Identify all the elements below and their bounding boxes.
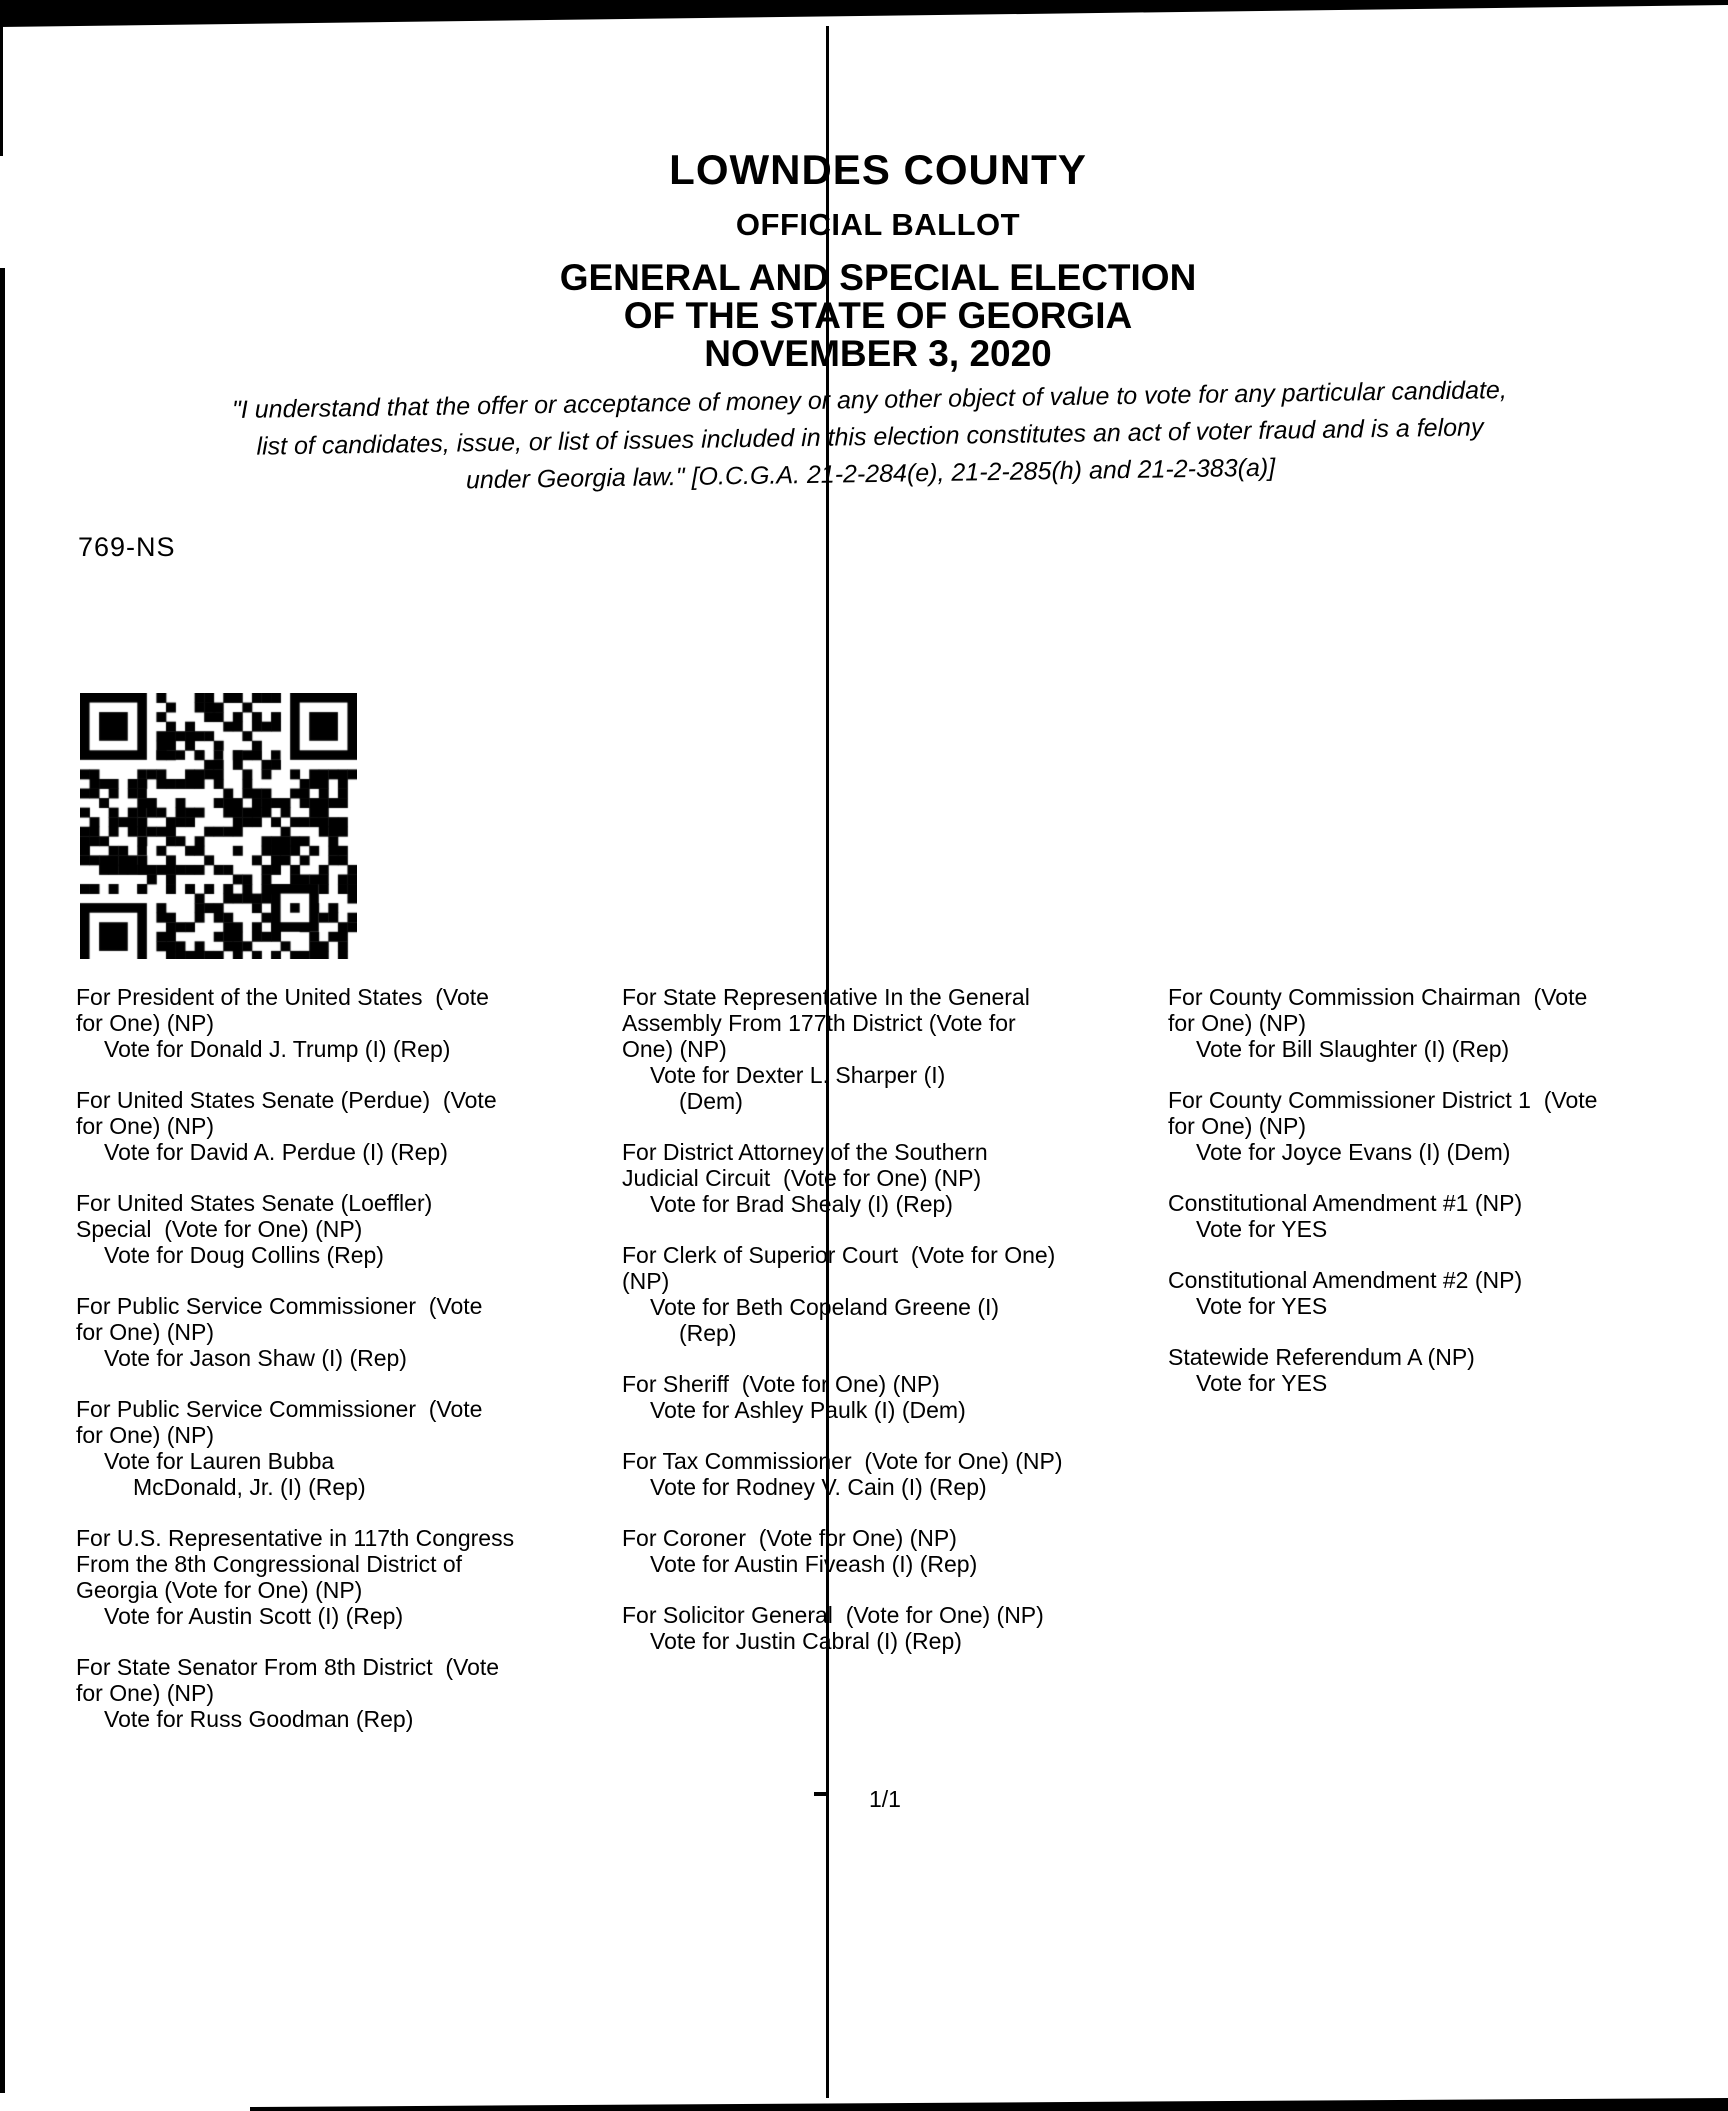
contest-column-right	[1168, 984, 1720, 1421]
contest-title-line: For U.S. Representative in 117th Congress	[76, 1525, 515, 1551]
contest	[1168, 984, 1720, 1062]
contest-title-line: for One) (NP)	[76, 1680, 215, 1706]
contest	[622, 1602, 1157, 1654]
contest	[76, 1293, 606, 1371]
contest	[622, 1139, 1157, 1217]
vote-for-line: Vote for Brad Shealy (I) (Rep)	[650, 1191, 953, 1217]
contest-title-line: for One) (NP)	[76, 1319, 215, 1345]
election-title-line2: OF THE STATE OF GEORGIA	[623, 295, 1133, 336]
ballot-style-code: 769-NS	[78, 532, 176, 562]
scan-left-edge-bar	[0, 268, 5, 2093]
election-date: NOVEMBER 3, 2020	[704, 333, 1052, 374]
vote-for-line: Vote for David A. Perdue (I) (Rep)	[104, 1139, 448, 1165]
contest-title-line: (NP)	[622, 1268, 670, 1294]
contest	[1168, 1344, 1720, 1396]
contest-title-line: For Public Service Commissioner (Vote	[76, 1396, 483, 1422]
vote-for-line: Vote for YES	[1196, 1370, 1328, 1396]
contest-title-line: One) (NP)	[622, 1036, 727, 1062]
contest-title-line: For Clerk of Superior Court (Vote for One)	[622, 1242, 1056, 1268]
contest	[76, 1654, 606, 1732]
vote-for-line: Vote for Jason Shaw (I) (Rep)	[104, 1345, 407, 1371]
contest-title-line: For Tax Commissioner (Vote for One) (NP)	[622, 1448, 1063, 1474]
vote-for-line: Vote for YES	[1196, 1293, 1328, 1319]
vote-for-line: Vote for Doug Collins (Rep)	[104, 1242, 384, 1268]
contest-title-line: For District Attorney of the Southern	[622, 1139, 988, 1165]
vote-for-line: McDonald, Jr. (I) (Rep)	[133, 1474, 366, 1500]
contest-title-line: For County Commissioner District 1 (Vote	[1168, 1087, 1598, 1113]
vote-for-line: Vote for Austin Fiveash (I) (Rep)	[650, 1551, 978, 1577]
vote-for-line: Vote for Justin Cabral (I) (Rep)	[650, 1628, 962, 1654]
qr-code	[80, 693, 357, 959]
vote-for-line: Vote for Donald J. Trump (I) (Rep)	[104, 1036, 451, 1062]
contest-title-line: Constitutional Amendment #1 (NP)	[1168, 1190, 1523, 1216]
contest-title-line: Georgia (Vote for One) (NP)	[76, 1577, 363, 1603]
contest-title-line: For State Representative In the General	[622, 984, 1030, 1010]
contest	[76, 1190, 606, 1268]
voter-fraud-disclaimer	[49, 369, 1691, 506]
vote-for-line: Vote for Russ Goodman (Rep)	[104, 1706, 414, 1732]
contest	[622, 1242, 1157, 1346]
contest-title-line: for One) (NP)	[1168, 1113, 1307, 1139]
contest-title-line: For Public Service Commissioner (Vote	[76, 1293, 483, 1319]
contest-title-line: for One) (NP)	[76, 1113, 215, 1139]
vote-for-line: (Dem)	[679, 1088, 743, 1114]
vote-for-line: Vote for YES	[1196, 1216, 1328, 1242]
contest	[622, 1371, 1157, 1423]
contest-column-left	[76, 984, 606, 1757]
official-ballot-title: OFFICIAL BALLOT	[735, 207, 1021, 242]
contest-title-line: for One) (NP)	[1168, 1010, 1307, 1036]
contest	[1168, 1087, 1720, 1165]
vote-for-line: Vote for Beth Copeland Greene (I)	[650, 1294, 1000, 1320]
contest-title-line: For County Commission Chairman (Vote	[1168, 984, 1588, 1010]
contest	[1168, 1267, 1720, 1319]
contest	[76, 1087, 606, 1165]
vote-for-line: Vote for Lauren Bubba	[104, 1448, 335, 1474]
contest-title-line: Judicial Circuit (Vote for One) (NP)	[622, 1165, 982, 1191]
vote-for-line: Vote for Joyce Evans (I) (Dem)	[1196, 1139, 1511, 1165]
contest-title-line: For United States Senate (Perdue) (Vote	[76, 1087, 497, 1113]
contest-title-line: Special (Vote for One) (NP)	[76, 1216, 363, 1242]
disclaimer-line: "I understand that the offer or acceptance of money or any other object of value to vote for any particular candidate,	[231, 375, 1508, 425]
contest	[622, 1448, 1157, 1500]
disclaimer-line: list of candidates, issue, or list of issues included in this election constitutes an act of voter fraud and is a felony	[256, 413, 1484, 461]
contest-title-line: For President of the United States (Vote	[76, 984, 489, 1010]
contest-column-middle	[622, 984, 1157, 1679]
contest-title-line: From the 8th Congressional District of	[76, 1551, 463, 1577]
disclaimer-line: under Georgia law." [O.C.G.A. 21-2-284(e), 21-2-285(h) and 21-2-383(a)]	[465, 453, 1276, 495]
contest	[622, 984, 1157, 1114]
contest	[76, 1525, 606, 1629]
contest-title-line: Statewide Referendum A (NP)	[1168, 1344, 1475, 1370]
contest	[622, 1525, 1157, 1577]
vote-for-line: Vote for Austin Scott (I) (Rep)	[104, 1603, 404, 1629]
contest	[76, 1396, 606, 1500]
vote-for-line: Vote for Bill Slaughter (I) (Rep)	[1196, 1036, 1510, 1062]
contest-title-line: For Sheriff (Vote for One) (NP)	[622, 1371, 940, 1397]
contest-title-line: Assembly From 177th District (Vote for	[622, 1010, 1016, 1036]
vote-for-line: Vote for Ashley Paulk (I) (Dem)	[650, 1397, 966, 1423]
contest-title-line: for One) (NP)	[76, 1422, 215, 1448]
contest-title-line: For United States Senate (Loeffler)	[76, 1190, 433, 1216]
contest	[76, 984, 606, 1062]
contest-title-line: For Coroner (Vote for One) (NP)	[622, 1525, 957, 1551]
contest-title-line: For Solicitor General (Vote for One) (NP)	[622, 1602, 1044, 1628]
page-number: 1/1	[869, 1786, 901, 1812]
contest-title-line: for One) (NP)	[76, 1010, 215, 1036]
vote-for-line: Vote for Dexter L. Sharper (I)	[650, 1062, 946, 1088]
scan-top-edge-band	[0, 0, 1728, 28]
scan-left-edge-mark	[0, 0, 3, 156]
divider-tick-mark	[814, 1792, 827, 1796]
contest-title-line: Constitutional Amendment #2 (NP)	[1168, 1267, 1523, 1293]
contest-title-line: For State Senator From 8th District (Vote	[76, 1654, 500, 1680]
vote-for-line: (Rep)	[679, 1320, 737, 1346]
scan-bottom-edge-band	[250, 2095, 1728, 2111]
vote-for-line: Vote for Rodney V. Cain (I) (Rep)	[650, 1474, 987, 1500]
election-title-line1: GENERAL AND SPECIAL ELECTION	[559, 257, 1197, 298]
county-title: LOWNDES COUNTY	[669, 146, 1087, 193]
contest	[1168, 1190, 1720, 1242]
